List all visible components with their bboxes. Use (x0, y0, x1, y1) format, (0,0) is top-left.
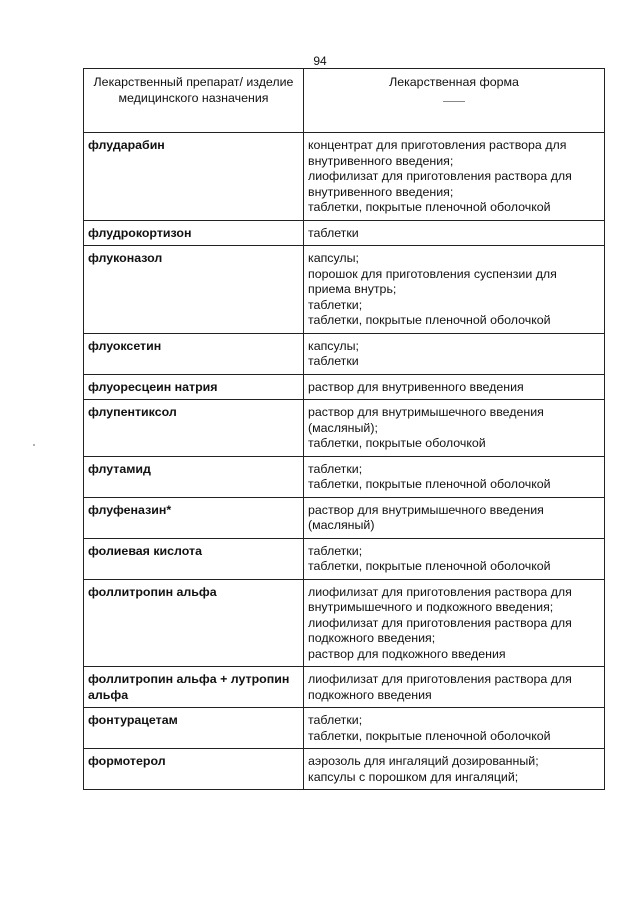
dosage-form-cell (304, 374, 605, 400)
table-row (84, 374, 605, 400)
dosage-form-line: концентрат для приготовления раствора для внутривенного введения; (308, 138, 567, 168)
drug-name-cell: фолиевая кислота (84, 538, 304, 579)
dosage-form-cell (304, 667, 605, 708)
dosage-form-line: капсулы; (308, 338, 359, 353)
table-header-row (84, 69, 605, 133)
dosage-form-cell (304, 246, 605, 334)
table-row (84, 749, 605, 790)
table-row (84, 538, 605, 579)
dosage-form-cell (304, 749, 605, 790)
table-row (84, 220, 605, 246)
table-row (84, 456, 605, 497)
dosage-form-line: таблетки; (308, 461, 363, 476)
header-form (304, 69, 605, 133)
dosage-form-line: аэрозоль для ингаляций дозированный; (308, 754, 539, 768)
dosage-form-line: таблетки, покрытые пленочной оболочкой (308, 200, 551, 214)
dosage-form-line: таблетки, покрытые оболочкой (308, 436, 486, 450)
dosage-form-line: таблетки, покрытые пленочной оболочкой (308, 477, 551, 491)
dosage-form-cell (304, 538, 605, 579)
drug-name-cell: флуоресцеин натрия (84, 374, 304, 400)
dosage-form-line: капсулы с порошком для ингаляций; (308, 769, 519, 784)
table-row (84, 246, 605, 334)
dosage-form-cell (304, 333, 605, 374)
dosage-form-line: лиофилизат для приготовления раствора для подкожного введения; (308, 615, 572, 645)
dosage-form-line: раствор для внутримышечного введения (масляный) (308, 502, 544, 532)
dosage-form-line: таблетки (308, 225, 359, 240)
dosage-form-line: лиофилизат для приготовления раствора для внутримышечного и подкожного введения; (308, 584, 572, 614)
header-form-label: Лекарственная форма (389, 75, 519, 89)
dosage-form-line: порошок для приготовления суспензии для приема внутрь; (308, 266, 557, 296)
drug-table (83, 68, 605, 790)
dosage-form-line: таблетки, покрытые пленочной оболочкой (308, 559, 551, 573)
dosage-form-line: лиофилизат для приготовления раствора для подкожного введения (308, 672, 572, 702)
table-row (84, 333, 605, 374)
dosage-form-line: таблетки (308, 354, 359, 368)
table-row (84, 497, 605, 538)
page-number: 94 (313, 54, 327, 68)
drug-name-cell: фоллитропин альфа (84, 579, 304, 667)
dosage-form-line: раствор для внутримышечного введения (масляный); (308, 405, 544, 435)
drug-name-cell: фонтурацетам (84, 708, 304, 749)
table-row (84, 400, 605, 457)
table-row (84, 708, 605, 749)
dosage-form-cell (304, 456, 605, 497)
dosage-form-line: раствор для подкожного введения (308, 646, 506, 661)
drug-name-cell: флуфеназин* (84, 497, 304, 538)
dosage-form-cell (304, 579, 605, 667)
dosage-form-line: таблетки, покрытые пленочной оболочкой (308, 728, 551, 743)
scan-speck (33, 444, 35, 446)
drug-name-cell: флупентиксол (84, 400, 304, 457)
header-drug (84, 69, 304, 133)
drug-name-cell: флуконазол (84, 246, 304, 334)
dosage-form-cell (304, 497, 605, 538)
dosage-form-cell (304, 708, 605, 749)
dosage-form-cell (304, 220, 605, 246)
drug-name-cell: флудрокортизон (84, 220, 304, 246)
dosage-form-line: лиофилизат для приготовления раствора для внутривенного введения; (308, 169, 572, 199)
table-row (84, 579, 605, 667)
table-row (84, 133, 605, 221)
drug-name-cell: флутамид (84, 456, 304, 497)
header-drug-label: Лекарственный препарат/ изделие медицинского назначения (93, 75, 294, 105)
drug-name-cell: формотерол (84, 749, 304, 790)
dosage-form-line: таблетки, покрытые пленочной оболочкой (308, 313, 551, 327)
drug-name-cell: флуоксетин (84, 333, 304, 374)
drug-name-cell: флударабин (84, 133, 304, 221)
dosage-form-line: таблетки; (308, 297, 363, 312)
table-body (84, 133, 605, 790)
dosage-form-cell (304, 400, 605, 457)
dosage-form-line: раствор для внутривенного введения (308, 379, 524, 394)
dosage-form-line: таблетки; (308, 713, 363, 727)
drug-name-cell: фоллитропин альфа + лутропин альфа (84, 667, 304, 708)
dosage-form-cell (304, 133, 605, 221)
dosage-form-line: капсулы; (308, 251, 359, 265)
table-row (84, 667, 605, 708)
header-pen-mark (443, 101, 465, 102)
dosage-form-line: таблетки; (308, 543, 363, 558)
